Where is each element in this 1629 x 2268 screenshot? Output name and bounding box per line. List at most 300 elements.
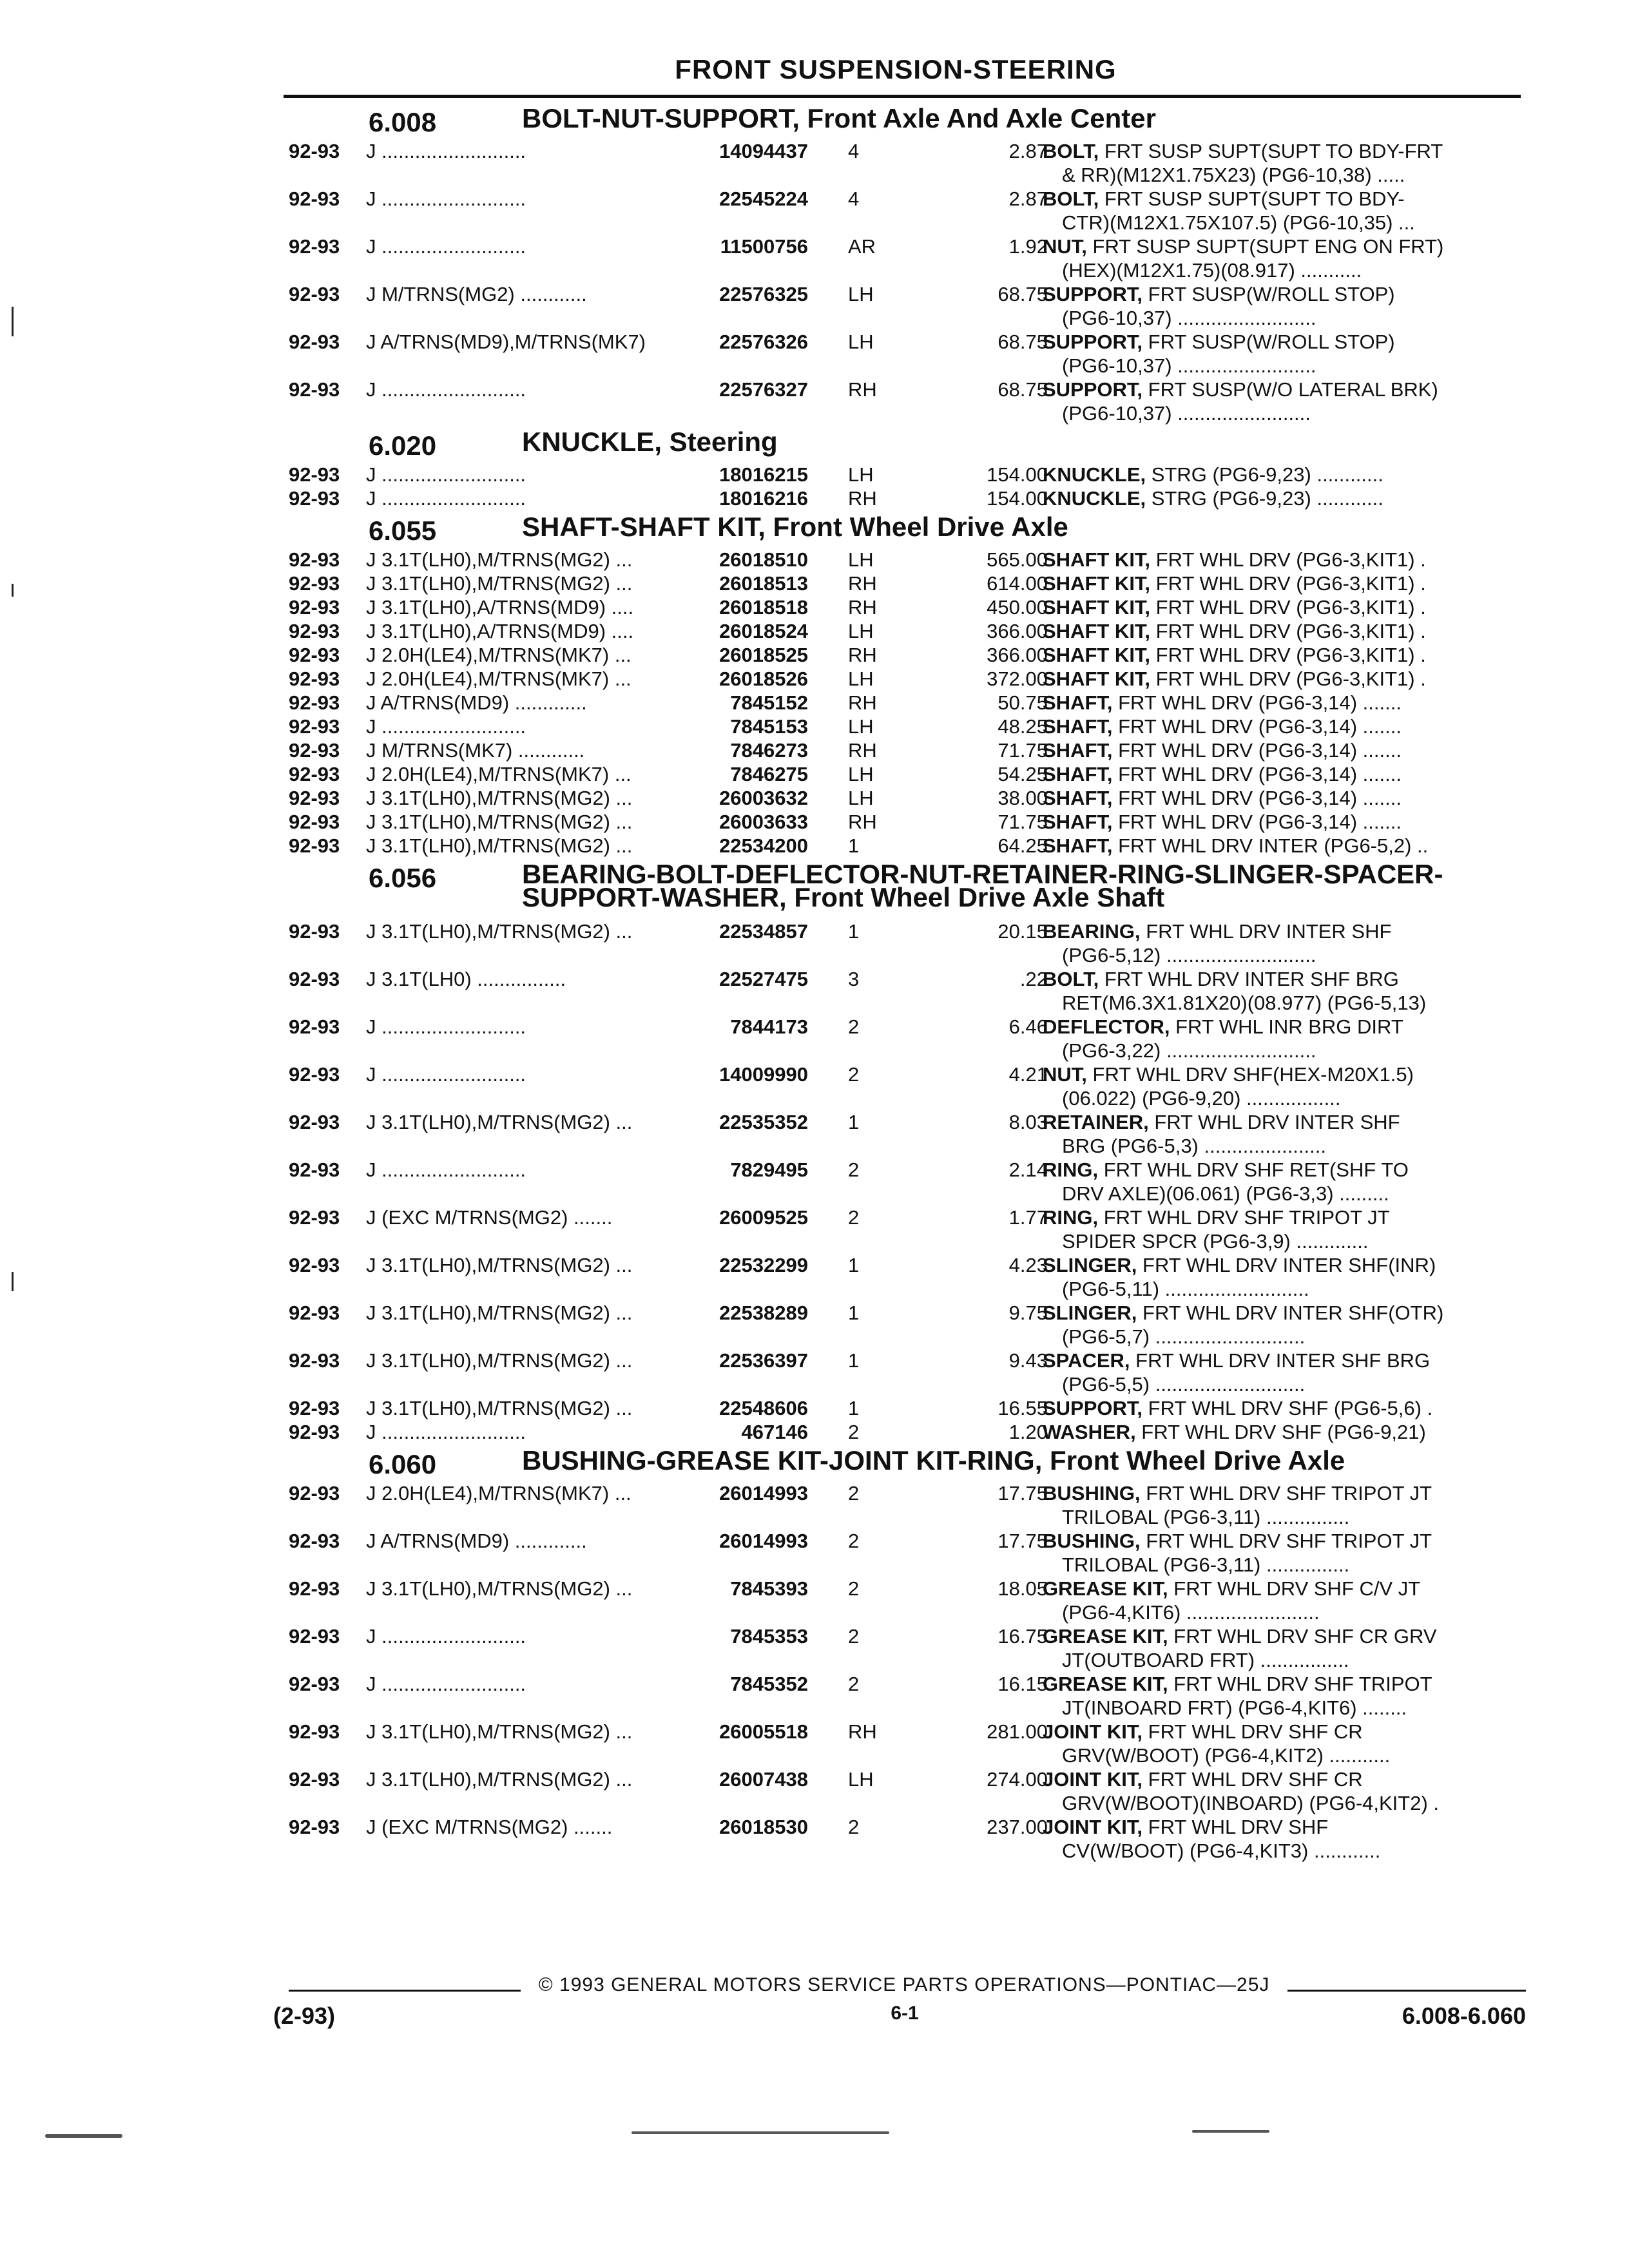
- part-number: 22548606: [719, 1397, 808, 1419]
- part-description: [1043, 139, 1507, 163]
- part-description: [1043, 715, 1507, 738]
- part-number: 22545224: [719, 187, 808, 210]
- part-row: [289, 667, 1526, 691]
- part-description-text: FRT WHL DRV (PG6-3,KIT1) .: [1150, 548, 1426, 571]
- part-price: 48.25: [998, 715, 1048, 738]
- part-description: [1043, 330, 1507, 354]
- part-price: 154.00: [987, 463, 1048, 486]
- part-name: WASHER,: [1043, 1421, 1136, 1443]
- part-description: [1043, 643, 1507, 667]
- section-code: 6.020: [369, 430, 437, 461]
- catalog-section: [289, 1444, 1526, 1863]
- part-number: 26005518: [719, 1720, 808, 1743]
- part-description-continued: JT(INBOARD FRT) (PG6-4,KIT6) ........: [1062, 1696, 1407, 1719]
- part-description-continued: (PG6-10,37) .........................: [1062, 354, 1316, 377]
- part-description-text: FRT SUSP(W/ROLL STOP): [1142, 331, 1395, 353]
- part-quantity: 2: [848, 1816, 860, 1838]
- part-name: RETAINER,: [1043, 1111, 1149, 1133]
- part-years: 92-93: [289, 668, 340, 690]
- part-row: [289, 810, 1526, 834]
- part-application: J 2.0H(LE4),M/TRNS(MK7) ...: [366, 1482, 631, 1504]
- part-price: 16.75: [998, 1625, 1048, 1648]
- part-description-text: FRT WHL DRV (PG6-3,14) .......: [1112, 763, 1402, 785]
- part-description-text: FRT WHL DRV SHF C/V JT: [1168, 1577, 1421, 1600]
- part-description-text: STRG (PG6-9,23) ............: [1146, 487, 1383, 510]
- part-years: 92-93: [289, 1254, 340, 1276]
- part-number: 26009525: [719, 1206, 808, 1229]
- part-name: SHAFT,: [1043, 763, 1113, 785]
- part-quantity: 2: [848, 1577, 860, 1600]
- part-quantity: 1: [848, 920, 860, 943]
- part-description-text: FRT WHL DRV (PG6-3,KIT1) .: [1150, 644, 1426, 666]
- part-price: 16.15: [998, 1673, 1048, 1695]
- part-quantity: LH: [848, 283, 874, 305]
- catalog-section: [289, 102, 1526, 425]
- part-years: 92-93: [289, 834, 340, 857]
- page-header: FRONT SUSPENSION-STEERING: [675, 54, 1117, 84]
- part-years: 92-93: [289, 715, 340, 738]
- part-description-text: FRT WHL DRV SHF: [1142, 1816, 1329, 1838]
- part-name: SHAFT,: [1043, 715, 1113, 738]
- part-row: [289, 1062, 1526, 1110]
- part-years: 92-93: [289, 1158, 340, 1181]
- part-description-text: FRT WHL DRV SHF RET(SHF TO: [1098, 1158, 1409, 1181]
- part-description-continued: (PG6-5,12) ...........................: [1062, 944, 1316, 966]
- section-code: 6.008: [369, 107, 437, 137]
- part-price: 71.75: [998, 811, 1048, 833]
- part-application: J ..........................: [366, 463, 526, 486]
- part-name: SUPPORT,: [1043, 283, 1143, 305]
- part-name: SHAFT KIT,: [1043, 668, 1151, 690]
- part-description: [1043, 1206, 1507, 1229]
- scan-margin-mark: [12, 584, 14, 597]
- part-description-continued: TRILOBAL (PG6-3,11) ...............: [1062, 1553, 1350, 1576]
- part-years: 92-93: [289, 1302, 340, 1324]
- part-description: [1043, 1349, 1507, 1372]
- part-application: J A/TRNS(MD9) .............: [366, 691, 587, 714]
- part-application: J ..........................: [366, 1625, 526, 1648]
- part-number: 7844173: [730, 1015, 808, 1038]
- part-quantity: RH: [848, 378, 877, 401]
- part-description-text: FRT WHL DRV (PG6-3,14) .......: [1112, 715, 1402, 738]
- footer-copyright-line: [289, 1974, 1526, 2000]
- part-years: 92-93: [289, 1397, 340, 1419]
- part-number: 18016216: [719, 487, 808, 510]
- section-code: 6.060: [369, 1449, 437, 1479]
- part-name: SHAFT KIT,: [1043, 644, 1151, 666]
- part-application: J 2.0H(LE4),M/TRNS(MK7) ...: [366, 668, 631, 690]
- part-number: 7845353: [730, 1625, 808, 1648]
- part-row: [289, 834, 1526, 858]
- part-description-text: FRT SUSP SUPT(SUPT TO BDY-FRT: [1099, 140, 1443, 162]
- part-description: [1043, 1301, 1507, 1325]
- part-name: SUPPORT,: [1043, 1397, 1143, 1419]
- part-description: [1043, 667, 1507, 691]
- part-row: [289, 1420, 1526, 1444]
- part-number: 7845152: [730, 691, 808, 714]
- part-application: J ..........................: [366, 1158, 526, 1181]
- part-row: [289, 548, 1526, 572]
- part-description-continued: BRG (PG6-5,3) ......................: [1062, 1135, 1326, 1157]
- part-name: SHAFT KIT,: [1043, 572, 1151, 595]
- catalog-section: [289, 858, 1526, 1444]
- part-name: SPACER,: [1043, 1349, 1130, 1372]
- part-description: [1043, 378, 1507, 401]
- part-application: J 3.1T(LH0),M/TRNS(MG2) ...: [366, 920, 633, 943]
- part-row: [289, 1815, 1526, 1863]
- part-description-text: FRT SUSP(W/ROLL STOP): [1142, 283, 1395, 305]
- part-price: 1.20: [1008, 1421, 1048, 1443]
- part-years: 92-93: [289, 763, 340, 785]
- section-title: BOLT-NUT-SUPPORT, Front Axle And Axle Center: [522, 103, 1156, 133]
- part-years: 92-93: [289, 787, 340, 809]
- part-description-text: FRT WHL DRV INTER SHF(OTR): [1137, 1302, 1444, 1324]
- part-number: 7846273: [730, 739, 808, 762]
- part-application: J 3.1T(LH0) ................: [366, 968, 566, 990]
- part-row: [289, 486, 1526, 510]
- part-price: 54.25: [998, 763, 1048, 785]
- part-description-continued: (PG6-5,11) ..........................: [1062, 1278, 1309, 1300]
- part-application: J A/TRNS(MD9),M/TRNS(MK7): [366, 331, 646, 353]
- part-quantity: 2: [848, 1482, 860, 1504]
- part-years: 92-93: [289, 1577, 340, 1600]
- part-description: [1043, 1720, 1507, 1744]
- part-description-text: FRT SUSP(W/O LATERAL BRK): [1142, 378, 1438, 401]
- part-price: 2.87: [1008, 140, 1048, 162]
- part-price: 366.00: [987, 644, 1048, 666]
- part-quantity: LH: [848, 715, 874, 738]
- part-price: 565.00: [987, 548, 1048, 571]
- part-application: J 2.0H(LE4),M/TRNS(MK7) ...: [366, 763, 631, 785]
- section-title: KNUCKLE, Steering: [522, 427, 778, 457]
- footer-copyright: © 1993 GENERAL MOTORS SERVICE PARTS OPERATIONS—PONTIAC—25J: [538, 1974, 1270, 1995]
- part-row: [289, 1206, 1526, 1253]
- part-number: 22538289: [719, 1302, 808, 1324]
- part-description: [1043, 1420, 1507, 1444]
- footer-rule-left: [289, 1990, 521, 1992]
- part-name: BOLT,: [1043, 187, 1099, 210]
- part-row: [289, 1253, 1526, 1301]
- part-years: 92-93: [289, 644, 340, 666]
- part-name: GREASE KIT,: [1043, 1577, 1168, 1600]
- part-name: GREASE KIT,: [1043, 1673, 1168, 1695]
- part-quantity: LH: [848, 1768, 874, 1791]
- part-name: BOLT,: [1043, 968, 1099, 990]
- part-application: J M/TRNS(MG2) ............: [366, 283, 587, 305]
- part-price: 18.05: [998, 1577, 1048, 1600]
- part-name: JOINT KIT,: [1043, 1816, 1143, 1838]
- part-number: 22576327: [719, 378, 808, 401]
- part-years: 92-93: [289, 140, 340, 162]
- part-description-continued: (PG6-5,5) ...........................: [1062, 1373, 1306, 1396]
- part-name: KNUCKLE,: [1043, 463, 1146, 486]
- part-description-continued: CV(W/BOOT) (PG6-4,KIT3) ............: [1062, 1840, 1381, 1862]
- part-description: [1043, 1767, 1507, 1791]
- part-quantity: RH: [848, 572, 877, 595]
- part-name: JOINT KIT,: [1043, 1720, 1143, 1743]
- part-description-continued: (PG6-10,37) .........................: [1062, 307, 1316, 329]
- part-description: [1043, 595, 1507, 619]
- scan-margin-mark: [12, 1272, 14, 1291]
- part-years: 92-93: [289, 620, 340, 642]
- section-heading: [289, 425, 1526, 463]
- part-row: [289, 1672, 1526, 1720]
- part-application: J M/TRNS(MK7) ............: [366, 739, 585, 762]
- header-rule: [284, 95, 1521, 98]
- part-years: 92-93: [289, 739, 340, 762]
- part-description-continued: GRV(W/BOOT)(INBOARD) (PG6-4,KIT2) .: [1062, 1792, 1440, 1814]
- part-description-text: FRT WHL DRV SHF TRIPOT JT: [1098, 1206, 1390, 1229]
- part-name: BUSHING,: [1043, 1482, 1141, 1504]
- part-description-text: FRT WHL DRV INTER SHF BRG: [1130, 1349, 1431, 1372]
- part-description-text: FRT WHL DRV SHF TRIPOT JT: [1140, 1530, 1432, 1552]
- part-years: 92-93: [289, 968, 340, 990]
- part-row: [289, 738, 1526, 762]
- part-description-text: FRT WHL DRV (PG6-3,KIT1) .: [1150, 596, 1426, 619]
- part-quantity: 2: [848, 1530, 860, 1552]
- part-description-text: FRT WHL DRV SHF(HEX-M20X1.5): [1086, 1063, 1414, 1086]
- part-years: 92-93: [289, 378, 340, 401]
- part-quantity: 4: [848, 140, 860, 162]
- part-years: 92-93: [289, 572, 340, 595]
- scan-margin-mark: [12, 307, 14, 336]
- part-description-text: FRT WHL DRV INTER (PG6-5,2) ..: [1112, 834, 1429, 857]
- part-price: 20.15: [998, 920, 1048, 943]
- part-application: J ..........................: [366, 1421, 526, 1443]
- part-number: 18016215: [719, 463, 808, 486]
- part-number: 11500756: [720, 235, 808, 258]
- part-number: 22535352: [719, 1111, 808, 1133]
- part-application: J ..........................: [366, 235, 526, 258]
- part-quantity: 2: [848, 1063, 860, 1086]
- part-quantity: LH: [848, 620, 874, 642]
- part-name: SLINGER,: [1043, 1254, 1137, 1276]
- part-row: [289, 1158, 1526, 1206]
- part-number: 7829495: [730, 1158, 808, 1181]
- part-description: [1043, 1158, 1507, 1182]
- part-years: 92-93: [289, 596, 340, 619]
- part-description: [1043, 786, 1507, 810]
- part-years: 92-93: [289, 1720, 340, 1743]
- part-years: 92-93: [289, 1768, 340, 1791]
- part-number: 7845352: [730, 1673, 808, 1695]
- part-row: [289, 619, 1526, 643]
- part-application: J 3.1T(LH0),M/TRNS(MG2) ...: [366, 811, 633, 833]
- part-quantity: 3: [848, 968, 860, 990]
- part-name: SUPPORT,: [1043, 378, 1143, 401]
- part-description-continued: CTR)(M12X1.75X107.5) (PG6-10,35) ...: [1062, 211, 1415, 234]
- part-application: J 3.1T(LH0),M/TRNS(MG2) ...: [366, 1349, 633, 1372]
- part-name: GREASE KIT,: [1043, 1625, 1168, 1648]
- part-quantity: 2: [848, 1625, 860, 1648]
- part-quantity: 1: [848, 1254, 860, 1276]
- part-quantity: 2: [848, 1158, 860, 1181]
- part-years: 92-93: [289, 1673, 340, 1695]
- part-price: 38.00: [998, 787, 1048, 809]
- part-description: [1043, 762, 1507, 786]
- part-price: 9.43: [1008, 1349, 1048, 1372]
- part-years: 92-93: [289, 1206, 340, 1229]
- part-application: J 3.1T(LH0),A/TRNS(MD9) ....: [366, 596, 634, 619]
- part-row: [289, 282, 1526, 330]
- part-number: 22534857: [719, 920, 808, 943]
- scan-smudge: [631, 2131, 889, 2134]
- part-quantity: LH: [848, 548, 874, 571]
- part-years: 92-93: [289, 1421, 340, 1443]
- part-years: 92-93: [289, 187, 340, 210]
- part-row: [289, 1529, 1526, 1577]
- section-title: BUSHING-GREASE KIT-JOINT KIT-RING, Front Wheel Drive Axle: [522, 1445, 1345, 1475]
- part-years: 92-93: [289, 283, 340, 305]
- part-row: [289, 139, 1526, 187]
- part-description-text: FRT WHL DRV SHF CR: [1142, 1768, 1363, 1791]
- part-price: 154.00: [987, 487, 1048, 510]
- part-name: SHAFT KIT,: [1043, 620, 1151, 642]
- part-description: [1043, 282, 1507, 306]
- part-years: 92-93: [289, 1015, 340, 1038]
- part-number: 26018510: [719, 548, 808, 571]
- part-name: BEARING,: [1043, 920, 1141, 943]
- part-row: [289, 572, 1526, 595]
- part-row: [289, 1577, 1526, 1624]
- catalog-section: [289, 510, 1526, 858]
- part-number: 26018530: [719, 1816, 808, 1838]
- part-price: 274.00: [987, 1768, 1048, 1791]
- part-description: [1043, 572, 1507, 595]
- part-application: J ..........................: [366, 487, 526, 510]
- part-years: 92-93: [289, 548, 340, 571]
- part-price: 17.75: [998, 1530, 1048, 1552]
- part-number: 22532299: [719, 1254, 808, 1276]
- part-number: 22534200: [719, 834, 808, 857]
- part-number: 7846275: [730, 763, 808, 785]
- part-name: DEFLECTOR,: [1043, 1015, 1170, 1038]
- part-row: [289, 1767, 1526, 1815]
- part-years: 92-93: [289, 1111, 340, 1133]
- part-years: 92-93: [289, 1530, 340, 1552]
- part-name: SHAFT,: [1043, 787, 1113, 809]
- part-description-text: FRT WHL DRV (PG6-3,14) .......: [1112, 691, 1402, 714]
- part-number: 7845393: [730, 1577, 808, 1600]
- part-description-text: FRT WHL DRV INTER SHF(INR): [1137, 1254, 1436, 1276]
- part-quantity: 1: [848, 1397, 860, 1419]
- part-price: 6.46: [1008, 1015, 1048, 1038]
- part-description: [1043, 187, 1507, 211]
- part-row: [289, 919, 1526, 967]
- part-price: .22: [1019, 968, 1048, 990]
- part-description-continued: SPIDER SPCR (PG6-3,9) .............: [1062, 1230, 1369, 1253]
- part-description-continued: JT(OUTBOARD FRT) ................: [1062, 1649, 1349, 1671]
- part-number: 26014993: [719, 1482, 808, 1504]
- part-description-continued: DRV AXLE)(06.061) (PG6-3,3) .........: [1062, 1182, 1389, 1205]
- part-price: 2.14: [1008, 1158, 1048, 1181]
- part-number: 26018525: [719, 644, 808, 666]
- part-price: 68.75: [998, 378, 1048, 401]
- part-number: 26018524: [719, 620, 808, 642]
- part-application: J ..........................: [366, 187, 526, 210]
- part-quantity: LH: [848, 763, 874, 785]
- part-number: 22576326: [719, 331, 808, 353]
- part-description-text: FRT WHL INR BRG DIRT: [1170, 1015, 1403, 1038]
- section-heading: [289, 102, 1526, 139]
- part-description-text: FRT SUSP SUPT(SUPT ENG ON FRT): [1086, 235, 1444, 258]
- part-application: J 3.1T(LH0),M/TRNS(MG2) ...: [366, 1111, 633, 1133]
- part-quantity: 2: [848, 1673, 860, 1695]
- part-number: 14009990: [719, 1063, 808, 1086]
- section-code: 6.056: [369, 863, 437, 893]
- part-application: J 3.1T(LH0),A/TRNS(MD9) ....: [366, 620, 634, 642]
- part-quantity: RH: [848, 1720, 877, 1743]
- part-description-text: FRT WHL DRV (PG6-3,KIT1) .: [1150, 620, 1426, 642]
- part-description-text: FRT WHL DRV (PG6-3,14) .......: [1112, 787, 1402, 809]
- part-description-text: FRT WHL DRV SHF TRIPOT: [1168, 1673, 1432, 1695]
- part-number: 26014993: [719, 1530, 808, 1552]
- part-description-continued: (06.022) (PG6-9,20) .................: [1062, 1087, 1341, 1110]
- part-application: J ..........................: [366, 715, 526, 738]
- part-quantity: 2: [848, 1015, 860, 1038]
- part-row: [289, 1624, 1526, 1672]
- part-row: [289, 786, 1526, 810]
- part-quantity: RH: [848, 811, 877, 833]
- part-quantity: RH: [848, 487, 877, 510]
- section-code: 6.055: [369, 515, 437, 546]
- part-price: 450.00: [987, 596, 1048, 619]
- part-years: 92-93: [289, 1482, 340, 1504]
- part-application: J 3.1T(LH0),M/TRNS(MG2) ...: [366, 1720, 633, 1743]
- part-description: [1043, 1481, 1507, 1505]
- part-price: 4.21: [1008, 1063, 1048, 1086]
- part-description: [1043, 463, 1507, 486]
- part-row: [289, 967, 1526, 1015]
- scan-smudge: [45, 2134, 122, 2138]
- part-description: [1043, 967, 1507, 991]
- part-description: [1043, 1624, 1507, 1648]
- parts-catalog: [289, 102, 1526, 1863]
- part-application: J ..........................: [366, 1063, 526, 1086]
- part-description: [1043, 919, 1507, 943]
- section-title: SHAFT-SHAFT KIT, Front Wheel Drive Axle: [522, 512, 1068, 542]
- part-application: J 2.0H(LE4),M/TRNS(MK7) ...: [366, 644, 631, 666]
- part-name: RING,: [1043, 1158, 1099, 1181]
- part-price: 2.87: [1008, 187, 1048, 210]
- part-description-text: FRT WHL DRV SHF CR GRV: [1168, 1625, 1437, 1648]
- section-heading: [289, 510, 1526, 548]
- part-price: 237.00: [987, 1816, 1048, 1838]
- part-years: 92-93: [289, 920, 340, 943]
- part-price: 372.00: [987, 668, 1048, 690]
- part-application: J 3.1T(LH0),M/TRNS(MG2) ...: [366, 1302, 633, 1324]
- part-description-continued: & RR)(M12X1.75X23) (PG6-10,38) .....: [1062, 164, 1405, 186]
- part-years: 92-93: [289, 463, 340, 486]
- part-price: 68.75: [998, 331, 1048, 353]
- part-application: J 3.1T(LH0),M/TRNS(MG2) ...: [366, 787, 633, 809]
- part-years: 92-93: [289, 811, 340, 833]
- part-number: 26018518: [719, 596, 808, 619]
- part-quantity: LH: [848, 668, 874, 690]
- part-name: SHAFT,: [1043, 834, 1113, 857]
- part-description-continued: (PG6-10,37) ........................: [1062, 402, 1311, 425]
- part-price: 1.92: [1008, 235, 1048, 258]
- footer: [273, 2003, 1526, 2031]
- part-quantity: 1: [848, 1302, 860, 1324]
- part-description-continued: GRV(W/BOOT) (PG6-4,KIT2) ...........: [1062, 1744, 1391, 1767]
- part-row: [289, 1110, 1526, 1158]
- part-number: 26003632: [719, 787, 808, 809]
- part-years: 92-93: [289, 1063, 340, 1086]
- part-name: NUT,: [1043, 235, 1087, 258]
- scan-smudge: [1192, 2130, 1269, 2133]
- part-description-continued: (PG6-3,22) ...........................: [1062, 1039, 1316, 1062]
